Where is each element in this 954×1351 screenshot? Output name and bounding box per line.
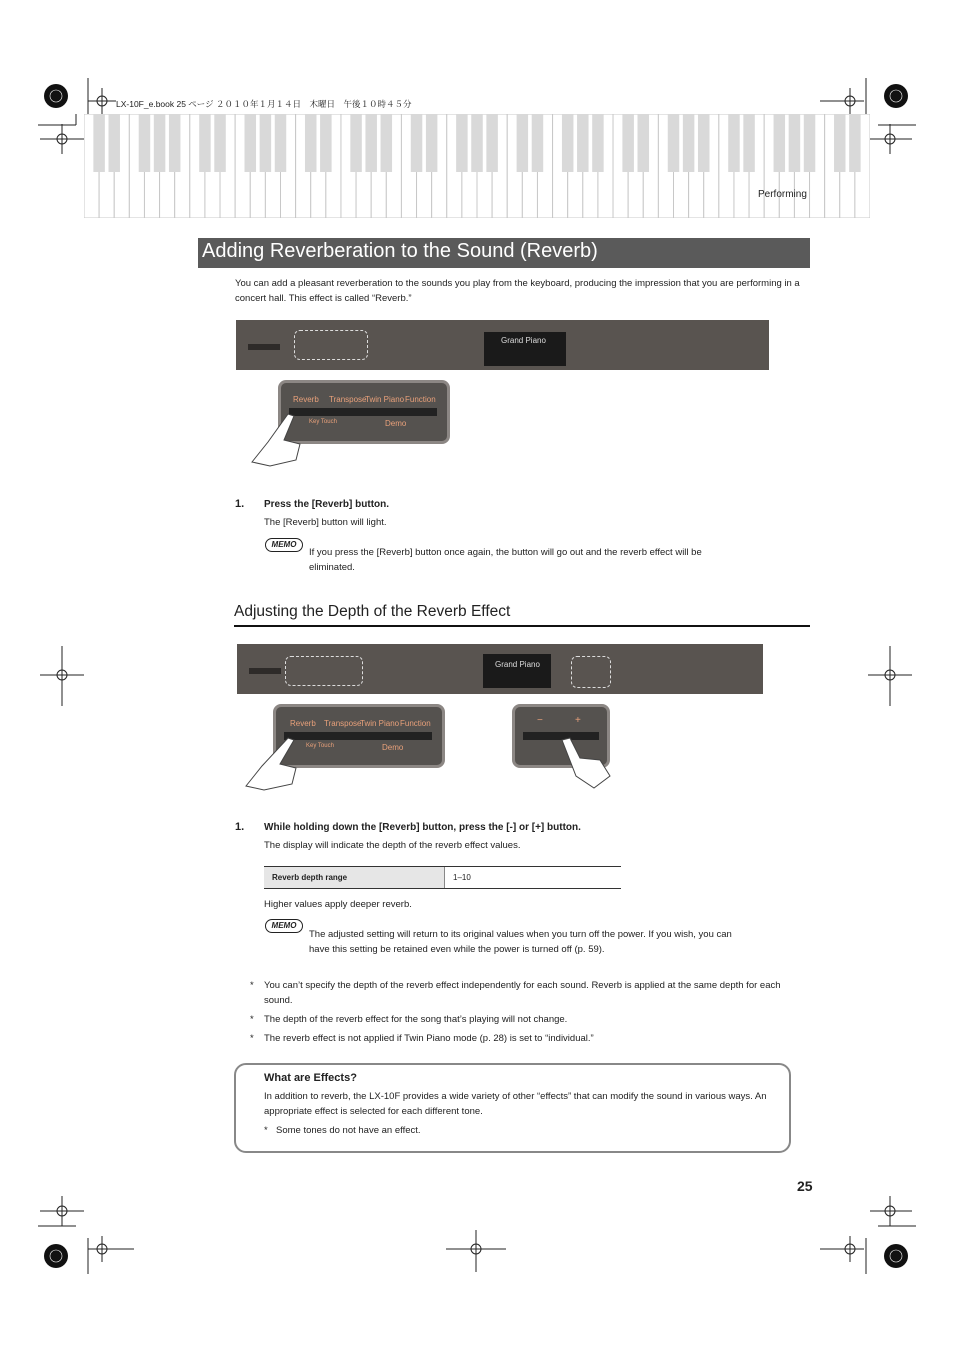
page-title-bar xyxy=(198,238,810,268)
memo-text: The adjusted setting will return to its original values when you turn off the power. If you wish, you can have this setting be retained even while the power is turned off (p. 59). xyxy=(309,929,732,955)
step-number: 1. xyxy=(235,498,245,510)
note-item: You can’t specify the depth of the reverb effect independently for each sound. Reverb is applied at the same depth for each sound. xyxy=(264,980,781,1006)
twin-piano-label: Twin Piano xyxy=(365,395,405,404)
note-asterisk: * xyxy=(250,1014,254,1025)
memo-badge: MEMO xyxy=(265,919,303,933)
intro-paragraph: You can add a pleasant reverberation to the sounds you play from the keyboard, producing the impression that you are performing in a concert hall. This effect is called “Reverb.” xyxy=(235,278,800,304)
hand-pressing-icon xyxy=(244,734,304,792)
function-label: Function xyxy=(400,719,431,728)
reverb-depth-table xyxy=(264,866,621,889)
lcd-text: Grand Piano xyxy=(495,660,540,669)
effects-box-note: Some tones do not have an effect. xyxy=(276,1125,421,1136)
step-text: The display will indicate the depth of the reverb effect values. xyxy=(264,840,521,851)
minus-label: − xyxy=(537,715,543,726)
step-title: Press the [Reverb] button. xyxy=(264,499,390,510)
hand-pressing-icon xyxy=(250,410,310,468)
key-touch-label: Key Touch xyxy=(309,419,337,425)
step-title: While holding down the [Reverb] button, press the [-] or [+] button. xyxy=(264,822,581,833)
panel-illustration-2 xyxy=(237,644,763,694)
transpose-label: Transpose xyxy=(324,719,362,728)
twin-piano-label: Twin Piano xyxy=(360,719,400,728)
hand-pressing-icon xyxy=(560,736,614,790)
note-asterisk: * xyxy=(250,980,254,991)
note-item: The reverb effect is not applied if Twin Piano mode (p. 28) is set to “individual.” xyxy=(264,1033,594,1044)
note-item: The depth of the reverb effect for the song that’s playing will not change. xyxy=(264,1014,568,1025)
plus-label: + xyxy=(575,715,581,726)
page-number: 25 xyxy=(797,1178,813,1194)
transpose-label: Transpose xyxy=(329,395,367,404)
effects-box-text: In addition to reverb, the LX-10F provides a wide variety of other “effects” that can modify the sound in various ways. An appropriate effect is selected for each different tone. xyxy=(264,1091,767,1117)
demo-label: Demo xyxy=(382,743,404,752)
step-number: 1. xyxy=(235,821,245,833)
note-asterisk: * xyxy=(264,1125,268,1136)
panel-illustration-1 xyxy=(236,320,769,370)
file-header: LX-10F_e.book 25 ページ ２０１０年１月１４日 木曜日 午後１０時４５分 xyxy=(116,99,412,109)
section-heading: Adjusting the Depth of the Reverb Effect xyxy=(234,603,511,620)
memo-text: If you press the [Reverb] button once again, the button will go out and the reverb effect will be eliminated. xyxy=(309,547,702,573)
demo-label: Demo xyxy=(385,419,407,428)
section-label: Performing xyxy=(758,189,807,200)
key-touch-label: Key Touch xyxy=(306,743,334,749)
note-asterisk: * xyxy=(250,1033,254,1044)
table-label-cell: Reverb depth range xyxy=(264,867,445,889)
keyboard-header-graphic xyxy=(84,114,870,218)
step-after-text: Higher values apply deeper reverb. xyxy=(264,899,412,910)
heading-rule xyxy=(234,625,810,627)
effects-box-title: What are Effects? xyxy=(264,1072,357,1084)
page-title: Adding Reverberation to the Sound (Reverb) xyxy=(202,240,598,262)
step-text: The [Reverb] button will light. xyxy=(264,517,387,528)
function-label: Function xyxy=(405,395,436,404)
lcd-text: Grand Piano xyxy=(501,336,546,345)
reverb-label: Reverb xyxy=(290,719,316,728)
table-value-cell: 1–10 xyxy=(445,867,622,889)
memo-badge: MEMO xyxy=(265,538,303,552)
reverb-label: Reverb xyxy=(293,395,319,404)
